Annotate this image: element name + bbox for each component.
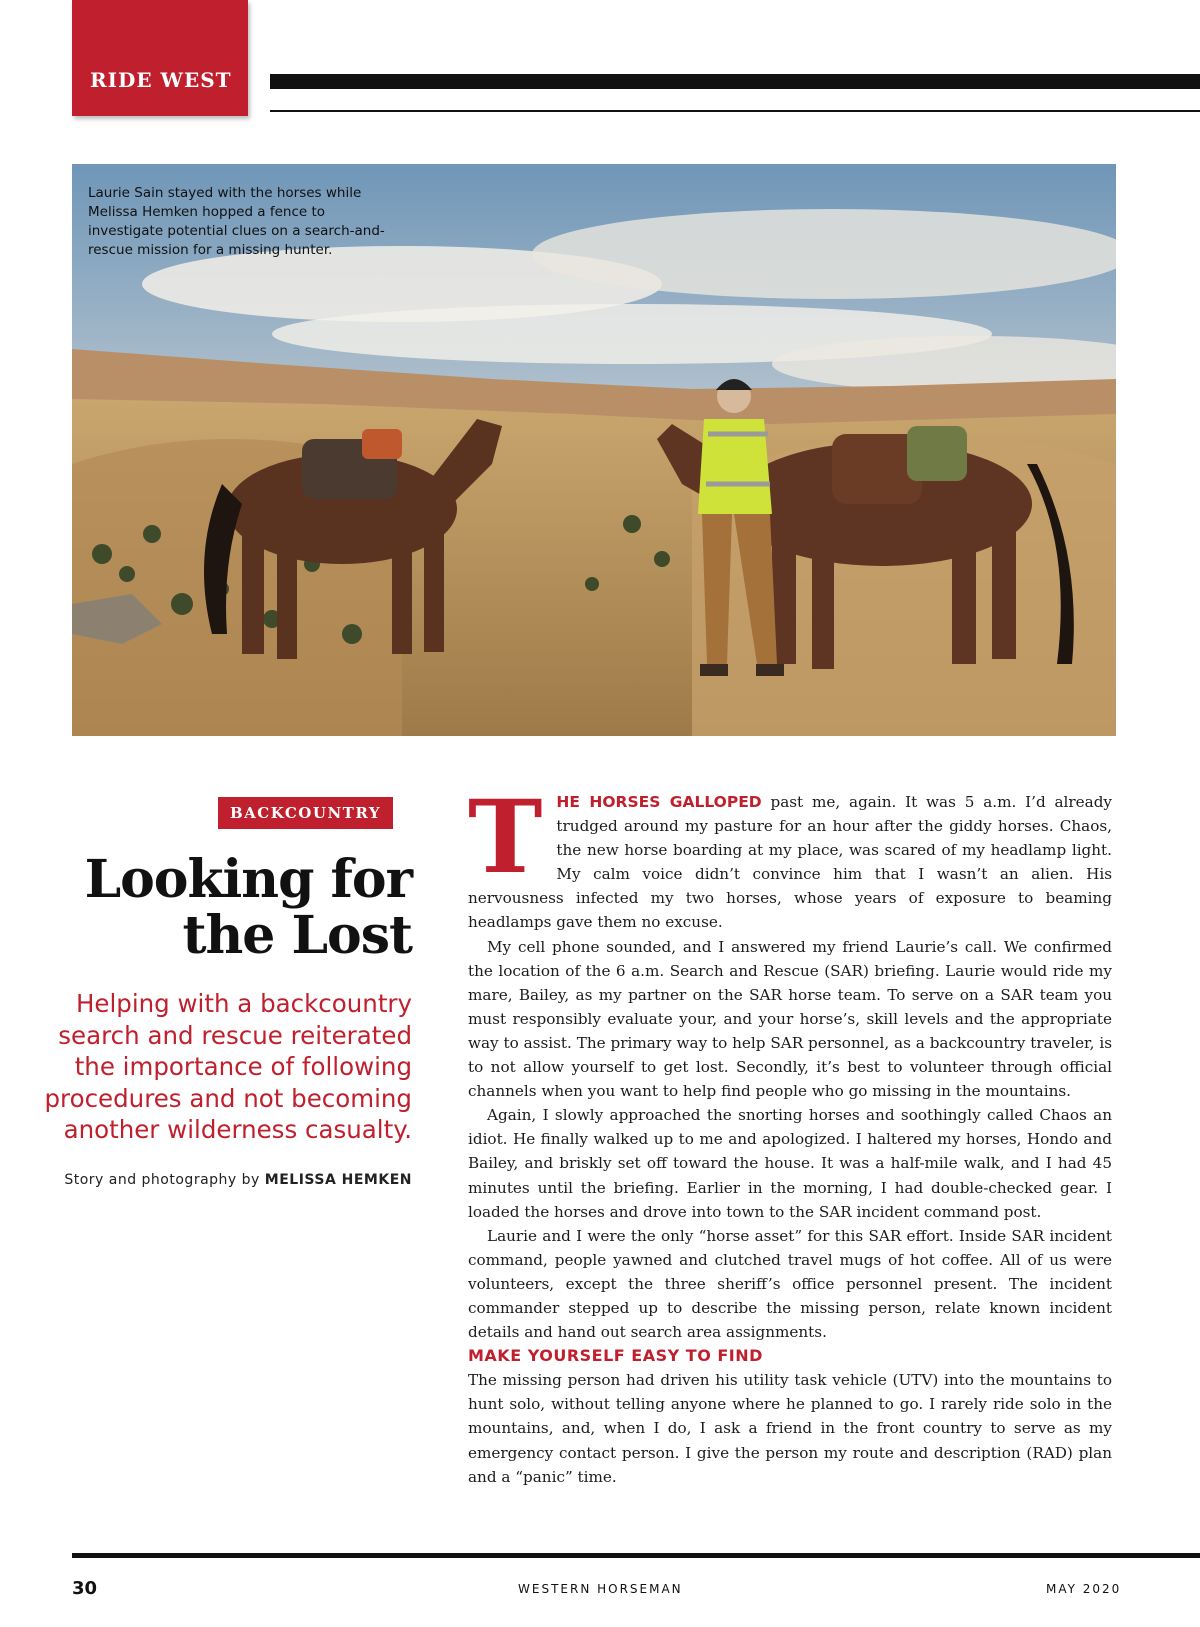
- photo-caption: Laurie Sain stayed with the horses while Melissa Hemken hopped a fence to investigate potential clues on a search-and-rescue mission for a missing hunter.: [88, 185, 385, 258]
- paragraph-5: The missing person had driven his utility task vehicle (UTV) into the mountains to hunt solo, without telling anyone where he planned to go. I rarely ride solo in the mountains, and, when I do, I ask a friend in the front country to serve as my emergency contact person. I give the person my route and description (RAD) plan and a “panic” time.: [468, 1371, 1112, 1486]
- footer-rule: [72, 1553, 1200, 1558]
- section-tab: [72, 0, 248, 116]
- page-number: 30: [72, 1578, 98, 1599]
- section-label: RIDE WEST: [90, 68, 232, 92]
- header-rule-thick: [270, 74, 1200, 89]
- title-line-2: the Lost: [182, 905, 412, 966]
- byline: [20, 1172, 412, 1188]
- paragraph-2: My cell phone sounded, and I answered my friend Laurie’s call. We confirmed the location of the 6 a.m. Search and Rescue (SAR) briefing. Laurie would ride my mare, Bailey, as my partner on the SAR horse team. To serve on a SAR team you must responsibly evaluate your, and your horse’s, skill levels and the appropriate way to assist. The primary way to help SAR personnel, as a backcountry traveler, is to not allow yourself to get lost. Secondly, it’s best to volunteer through official channels when you want to help find people who go missing in the mountains.: [468, 937, 1112, 1101]
- article-title: [40, 849, 412, 966]
- article-body: [468, 778, 1112, 1489]
- paragraph-1-text: past me, again. It was 5 a.m. I’d already trudged around my pasture for an hour after the giddy horses. Chaos, the new horse boarding at my place, was scared of my headlamp light. My calm voice didn’t convince him that I wasn’t an alien. His nervousness infected my two horses, whose years of exposure to beaming headlamps gave them no excuse.: [468, 793, 1112, 932]
- paragraph-1: [468, 778, 1112, 935]
- byline-prefix: Story and photography by: [64, 1172, 260, 1188]
- article-deck: Helping with a backcountry search and rescue reiterated the importance of following procedures and not becoming another wilderness casualty.: [44, 989, 412, 1144]
- paragraph-4: Laurie and I were the only “horse asset” for this SAR effort. Inside SAR incident command, people yawned and clutched travel mugs of hot coffee. All of us were volunteers, except the three sheriff’s office personnel present. The incident commander stepped up to describe the missing person, relate known incident details and hand out search area assignments.: [468, 1226, 1112, 1342]
- header-rule-thin: [270, 110, 1200, 112]
- subhead: MAKE YOURSELF EASY TO FIND: [468, 1346, 763, 1366]
- category-badge: BACKCOUNTRY: [218, 797, 393, 829]
- title-line-1: Looking for: [84, 849, 412, 910]
- drop-cap: T: [468, 778, 543, 896]
- magazine-name: WESTERN HORSEMAN: [518, 1582, 683, 1596]
- byline-author: MELISSA HEMKEN: [264, 1172, 412, 1188]
- lead-in: HE HORSES GALLOPED: [556, 793, 762, 811]
- issue-date: MAY 2020: [1046, 1582, 1122, 1596]
- paragraph-3: Again, I slowly approached the snorting horses and soothingly called Chaos an idiot. He finally walked up to me and apologized. I haltered my horses, Hondo and Bailey, and briskly set off toward the house. It was a half-mile walk, and I had 45 minutes until the briefing. Earlier in the morning, I had double-checked gear. I loaded the horses and drove into town to the SAR incident command post.: [468, 1106, 1112, 1221]
